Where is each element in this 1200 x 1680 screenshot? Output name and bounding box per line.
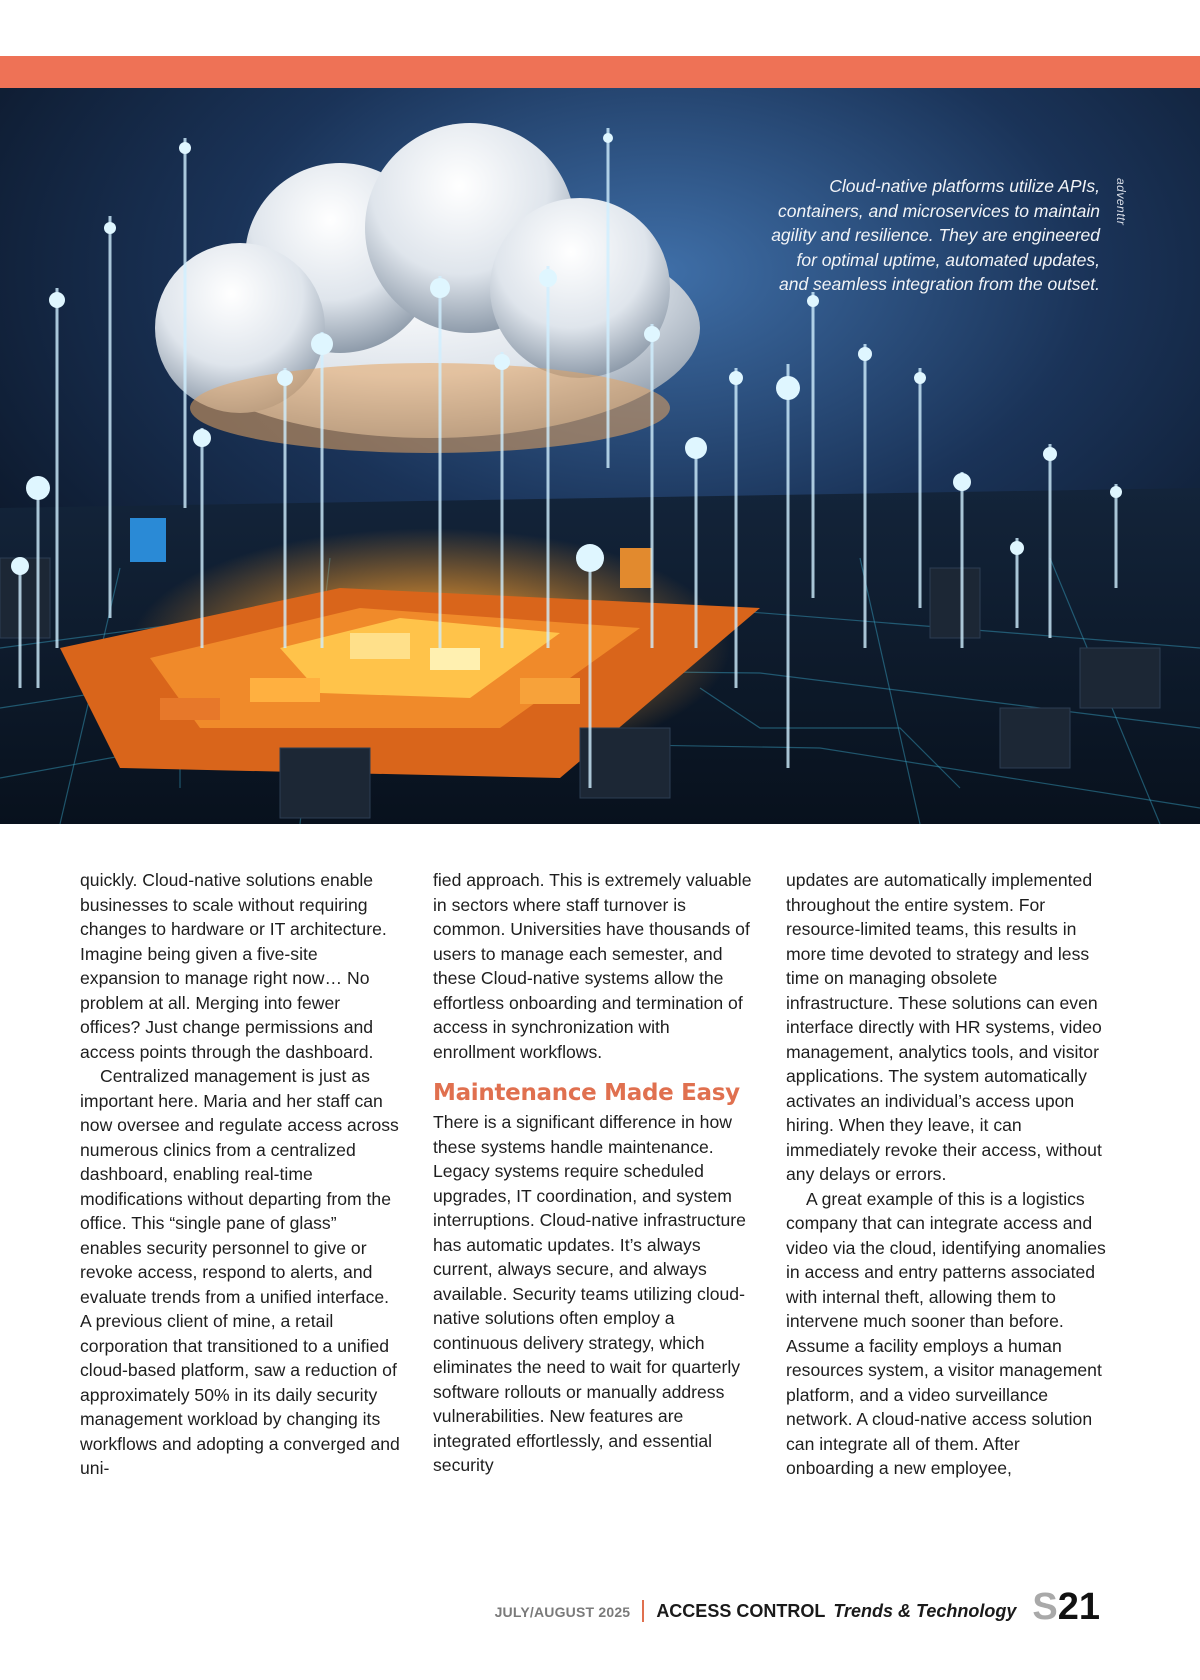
paragraph: Centralized management is just as important here. Maria and her staff can now oversee and regulate access across numerous clinics from a centralized dashboard, enabling real-time modifications without departing from the office. This “single pane of glass” enables security personnel to give or revoke access, respond to alerts, and evaluate trends from a unified interface. A previous client of mine, a retail corporation that transitioned to a unified cloud-based platform, saw a reduction of approximately 50% in its daily security management workload by changing its workflows and adopting a converged and uni-	[80, 1066, 400, 1478]
page-number	[1032, 1588, 1100, 1626]
issue-date: JULY/AUGUST 2025	[494, 1604, 631, 1620]
magazine-name: ACCESS CONTROL	[656, 1601, 826, 1621]
paragraph: There is a significant difference in how these systems handle maintenance. Legacy systems require scheduled upgrades, IT coordination, and system interruptions. Cloud-native infrastructure has automatic updates. It’s always current, always secure, and always available. Security teams utilizing cloud-native solutions often employ a continuous delivery strategy, which eliminates the need to wait for quarterly software rollouts or manually address vulnerabilities. New features are integrated effortlessly, and essential security	[433, 1112, 746, 1475]
paragraph: updates are automatically implemented throughout the entire system. For resource-limited teams, this results in more time devoted to strategy and less time on managing obsolete infrastructure. These solutions can even interface directly with HR systems, video management, analytics tools, and visitor applications. The system automatically activates an individual’s access upon hiring. When they leave, it can immediately revoke their access, without any delays or errors.	[786, 870, 1102, 1184]
top-accent-bar	[0, 56, 1200, 88]
section-heading: Maintenance Made Easy	[433, 1080, 740, 1106]
article-column-2	[433, 868, 753, 1478]
page-footer	[495, 1586, 1100, 1626]
paragraph: A great example of this is a logistics company that can integrate access and video via the cloud, identifying anomalies in access and entry patterns associated with internal theft, allowing them to intervene much sooner than before. Assume a facility employs a human resources system, a visitor management platform, and a video surveillance network. A cloud-native access solution can integrate all of them. After onboarding a new employee,	[786, 1188, 1106, 1478]
magazine-subtitle: Trends & Technology	[833, 1601, 1017, 1621]
page-number-digits: 21	[1057, 1586, 1100, 1628]
article-column-3	[786, 868, 1106, 1481]
photo-credit: adventtr	[1114, 178, 1128, 226]
section-letter: S	[1032, 1586, 1058, 1628]
footer-divider	[642, 1600, 644, 1622]
paragraph: quickly. Cloud-native solutions enable businesses to scale without requiring changes to hardware or IT architecture. Imagine being given a five-site expansion to manage right now… No problem at all. Merging into fewer offices? Just change permissions and access points through the dashboard.	[80, 870, 387, 1062]
photo-caption: Cloud-native platforms utilize APIs, containers, and microservices to maintain agility and resilience. They are engineered for optimal uptime, automated updates, and seamless integration from the outset.	[771, 176, 1100, 294]
article-column-1	[80, 868, 400, 1481]
paragraph: fied approach. This is extremely valuable in sectors where staff turnover is common. Universities have thousands of users to manage each semester, and these Cloud-native systems allow the effortless onboarding and termination of access in synchronization with enrollment workflows.	[433, 870, 752, 1062]
